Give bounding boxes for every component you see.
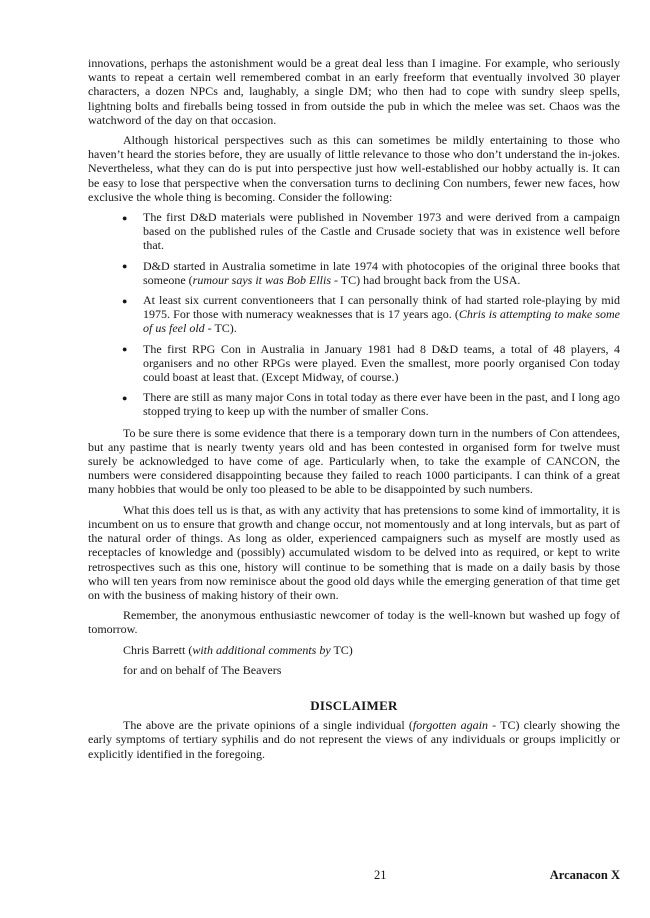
publication-imprint: Arcanacon X bbox=[549, 868, 620, 882]
disclaimer-text: The above are the private opinions of a single individual ( bbox=[123, 718, 413, 733]
byline-block bbox=[88, 643, 620, 677]
bullet-text: At least six current conventioneers that I can personally think of had started role-playing by mid 1975. For those with numeracy weaknesses that is 17 years ago. ( bbox=[143, 293, 620, 322]
byline-text: TC) bbox=[330, 642, 353, 657]
bullet-text-italic: Chris is attempting to make some of us feel old bbox=[143, 307, 620, 336]
bullet-text: - TC). bbox=[204, 321, 237, 336]
credit-line: for and on behalf of The Beavers bbox=[123, 662, 282, 677]
bullet-text: - TC) had brought back from the USA. bbox=[331, 272, 521, 287]
paragraph-downturn-evidence: To be sure there is some evidence that there is a temporary down turn in the numbers of Con attendees, but any pastime that is nearly twenty years old and has been contested in organised form for twelve must surely be acknowledged to have come of age. Particularly when, to take the example of CANCON, the numbers were considered disappointing because they failed to reach 1000 participants. I can think of a great many hobbies that would be only too pleased to be able to be disappointed by such numbers. bbox=[88, 425, 620, 497]
bullet-text-italic: rumour says it was Bob Ellis bbox=[192, 272, 332, 287]
paragraph-innovations: innovations, perhaps the astonishment would be a great deal less than I imagine. For example, who seriously wants to repeat a certain well remembered combat in an early freeform that eventually involved 30 player characters, a dozen NPCs and, laughably, a single DM; who then had to cope with sundry sleep spells, lightning bolts and fireballs being tossed in from outside the pub in which the melee was set. Chaos was the watchword of the day on that occasion. bbox=[88, 56, 620, 127]
byline-text-italic: with additional comments by bbox=[192, 642, 331, 657]
disclaimer-text: - TC) clearly showing the early symptoms of tertiary syphilis and do not represent the views of any individuals or groups implicitly or explicitly identified in the foregoing. bbox=[88, 718, 621, 761]
page-body bbox=[88, 56, 620, 767]
bullet-item-conventioneers bbox=[143, 293, 620, 336]
disclaimer-heading: DISCLAIMER bbox=[310, 697, 398, 713]
page-number: 21 bbox=[374, 868, 387, 882]
byline bbox=[88, 643, 620, 657]
byline-text: Chris Barrett ( bbox=[123, 642, 193, 657]
bullet-item-dnd-published bbox=[143, 210, 620, 253]
bullet-list bbox=[88, 210, 620, 419]
paragraph-historical-perspectives: Although historical perspectives such as this can sometimes be mildly entertaining to those who haven’t heard the stories before, they are usually of little relevance to those who don’t understand the in-jokes. Nevertheless, what they can do is put into perspective just how well-established our hobby actually is. It can be easy to lose that perspective when the conversation turns to declining Con numbers, fewer new faces, how exclusive the whole thing is becoming. Consider the following: bbox=[88, 133, 620, 204]
disclaimer-paragraph bbox=[88, 718, 620, 761]
paragraph-remember: Remember, the anonymous enthusiastic newcomer of today is the well-known but washed up fogy of tomorrow. bbox=[88, 608, 620, 637]
paragraph-immortality: What this does tell us is that, as with any activity that has pretensions to some kind of immortality, it is incumbent on us to ensure that growth and change occur, not momentously and at long intervals, but as part of the natural order of things. As long as older, experienced campaigners such as myself are mostly used as receptacles of knowledge and (possibly) accumulated wisdom to be delved into as required, or kept to write retrospectives such as this one, history will continue to be something that is made on a daily basis by those who will ten years from now reminisce about the good old days while the emerging generation of that time get on with the business of making history of their own. bbox=[88, 502, 620, 602]
bullet-text: The first D&D materials were published in November 1973 and were derived from a campaign based on the published rules of the Castle and Crusade society that was in existence well before that. bbox=[143, 210, 620, 253]
bullet-item-dnd-australia bbox=[143, 259, 620, 287]
bullet-item-first-rpg-con bbox=[143, 342, 620, 385]
bullet-text: The first RPG Con in Australia in January 1981 had 8 D&D teams, a total of 48 players, 4 organisers and no other RPGs were played. Even the smallest, more poorly organised Con today could boast at least that. (Except Midway, of course.) bbox=[143, 341, 620, 385]
bullet-item-major-cons bbox=[143, 390, 620, 418]
bullet-text: D&D started in Australia sometime in late 1974 with photocopies of the original three books that someone ( bbox=[143, 258, 620, 287]
disclaimer-text-italic: forgotten again bbox=[412, 718, 488, 733]
bullet-text: There are still as many major Cons in total today as there ever have been in the past, and I long ago stopped trying to keep up with the number of smaller Cons. bbox=[143, 390, 620, 419]
